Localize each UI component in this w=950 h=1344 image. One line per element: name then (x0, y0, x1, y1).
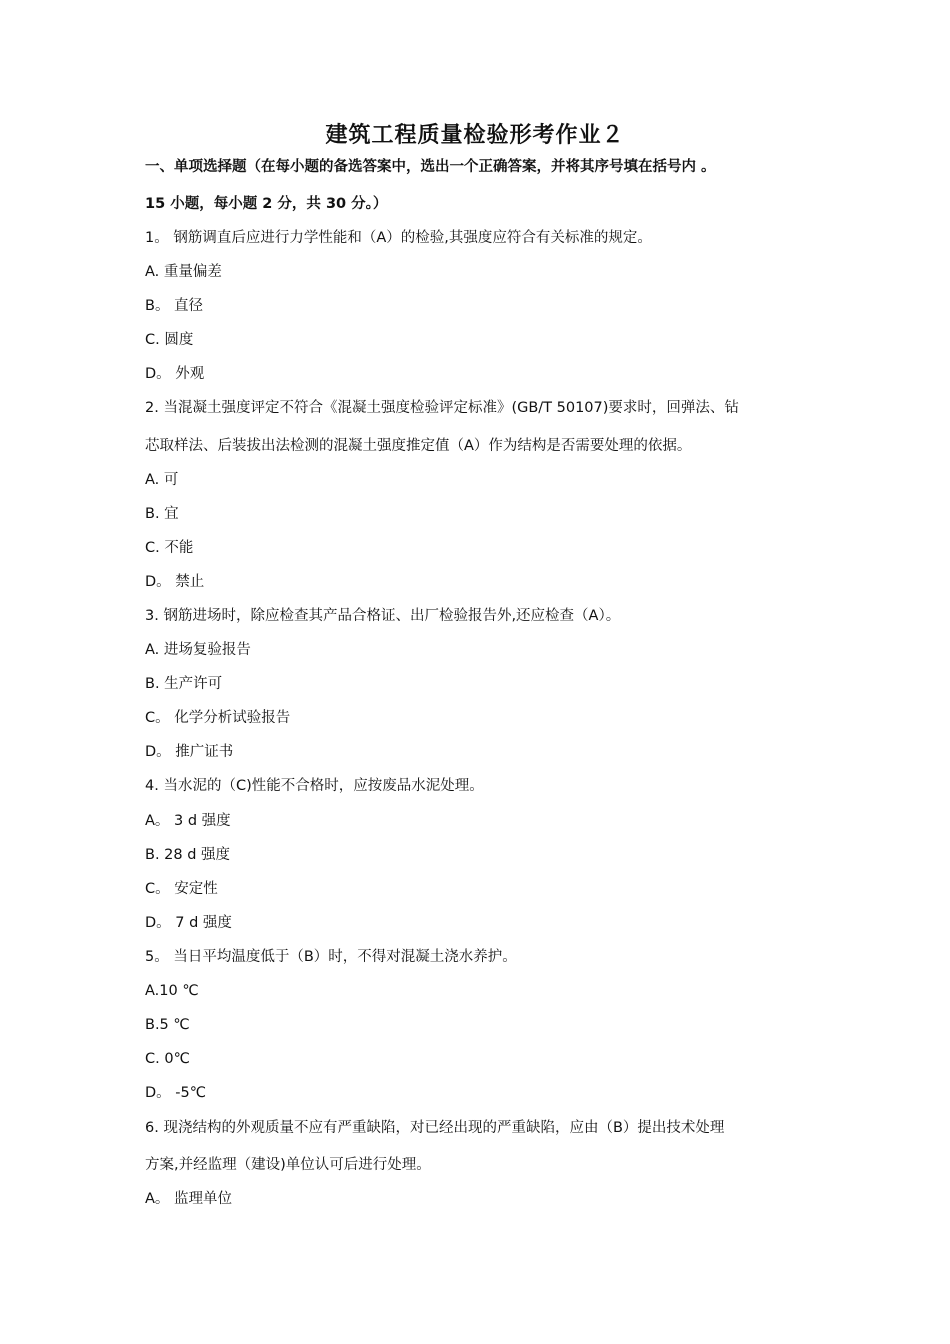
option-line: D。 禁止 (145, 574, 205, 590)
option-line: A. 重量偏差 (145, 264, 222, 280)
option-line: A.10 ℃ (145, 983, 199, 999)
option-line: B。 直径 (145, 298, 204, 314)
option-line: D。 -5℃ (145, 1085, 207, 1101)
option-line: C. 0℃ (145, 1051, 190, 1067)
option-line: B. 宜 (145, 506, 179, 522)
option-line: A。 3 d 强度 (145, 813, 231, 829)
option-line: B. 生产许可 (145, 676, 223, 692)
option-line: A。 监理单位 (145, 1191, 233, 1207)
question-3: 3. 钢筋进场时，除应检查其产品合格证、出厂检验报告外,还应检查（A）。 (145, 608, 621, 624)
option-line: D。 外观 (145, 366, 205, 382)
option-line: D。 推广证书 (145, 744, 234, 760)
option-line: C. 不能 (145, 540, 194, 556)
option-line: C。 安定性 (145, 881, 218, 897)
question-2-line-2: 芯取样法、后装拔出法检测的混凝土强度推定值（A）作为结构是否需要处理的依据。 (145, 438, 692, 454)
question-4: 4. 当水泥的（C)性能不合格时，应按废品水泥处理。 (145, 778, 484, 794)
section-heading-line-1: 一、单项选择题（在每小题的备选答案中，选出一个正确答案，并将其序号填在括号内 。 (145, 159, 716, 175)
option-line: A. 进场复验报告 (145, 642, 251, 658)
option-line: B.5 ℃ (145, 1017, 190, 1033)
option-line: A. 可 (145, 472, 179, 488)
document-title: 建筑工程质量检验形考作业２ (325, 122, 625, 148)
question-6-line-1: 6. 现浇结构的外观质量不应有严重缺陷，对已经出现的严重缺陷，应由（B）提出技术处理 (145, 1120, 725, 1136)
question-1: 1。 钢筋调直后应进行力学性能和（A）的检验,其强度应符合有关标准的规定。 (145, 230, 652, 246)
question-6-line-2: 方案,并经监理（建设)单位认可后进行处理。 (145, 1157, 431, 1173)
option-line: C. 圆度 (145, 332, 194, 348)
section-heading-line-2: 15 小题，每小题 2 分，共 30 分。） (145, 196, 388, 212)
question-5: 5。 当日平均温度低于（B）时，不得对混凝土浇水养护。 (145, 949, 517, 965)
option-line: D。 7 d 强度 (145, 915, 232, 931)
option-line: C。 化学分析试验报告 (145, 710, 291, 726)
question-2-line-1: 2. 当混凝土强度评定不符合《混凝土强度检验评定标准》(GB/T 50107)要求时，回弹法、钻 (145, 400, 739, 416)
option-line: B. 28 d 强度 (145, 847, 231, 863)
